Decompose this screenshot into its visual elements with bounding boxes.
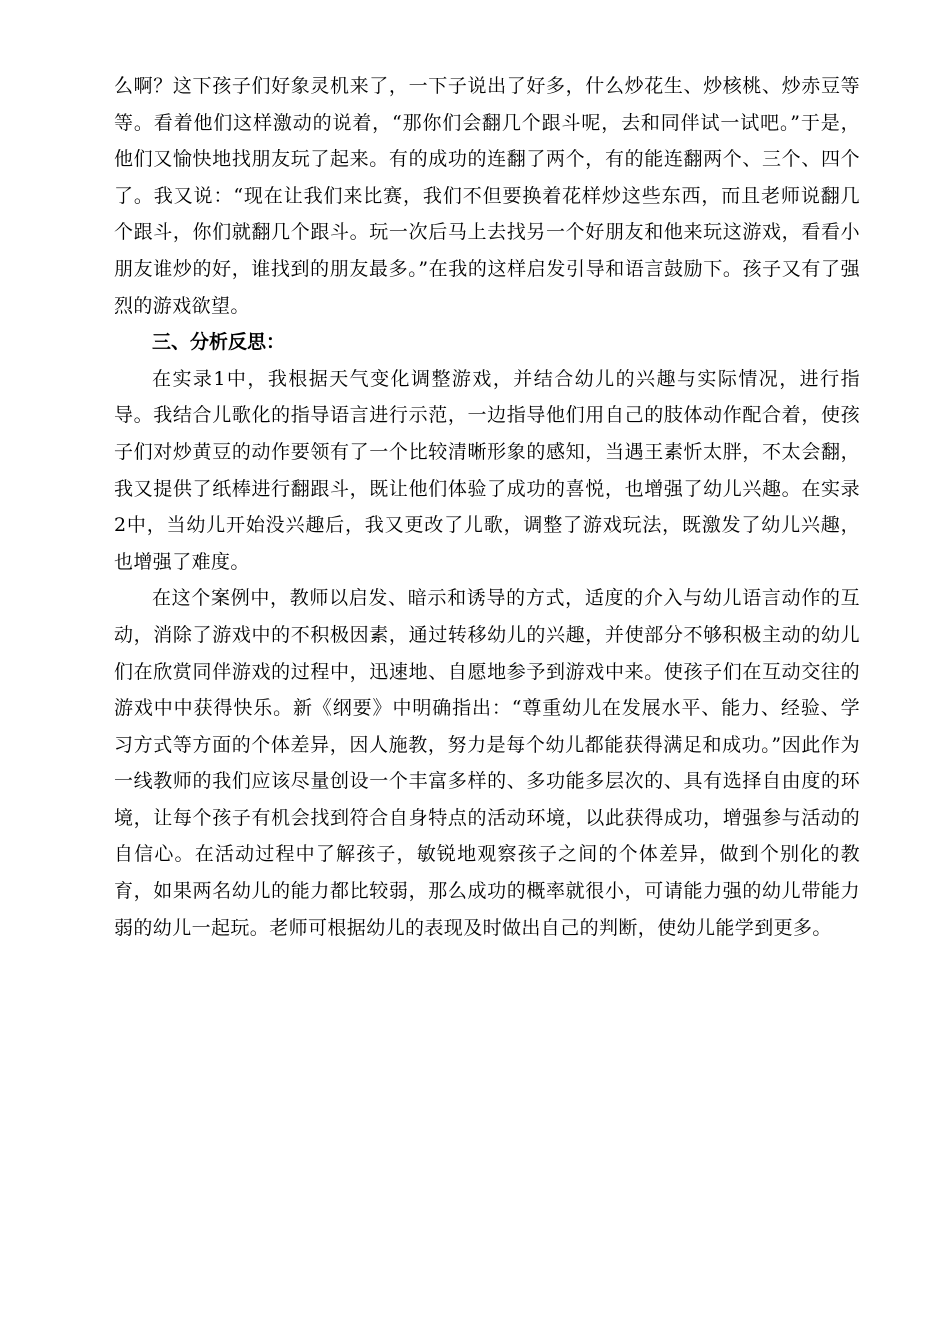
paragraph-continuation: 么啊？这下孩子们好象灵机来了，一下子说出了好多，什么炒花生、炒核桃、炒赤豆等等。看着他们这样激动的说着，“那你们会翻几个跟斗呢，去和同伴试一试吧。”于是，他们又愉快地找朋友玩了起来。有的成功的连翻了两个，有的能连翻两个、三个、四个了。我又说：“现在让我们来比赛，我们不但要换着花样炒这些东西，而且老师说翻几个跟斗，你们就翻几个跟斗。玩一次后马上去找另一个好朋友和他来玩这游戏，看看小朋友谁炒的好，谁找到的朋友最多。”在我的这样启发引导和语言鼓励下。孩子又有了强烈的游戏欲望。 (114, 75, 860, 317)
section-heading: 三、分析反思： (152, 331, 286, 354)
paragraph-analysis-2: 在这个案例中，教师以启发、暗示和诱导的方式，适度的介入与幼儿语言动作的互动，消除了游戏中的不积极因素，通过转移幼儿的兴趣，并使部分不够积极主动的幼儿们在欣赏同伴游戏的过程中，迅速地、自愿地参予到游戏中来。使孩子们在互动交往的游戏中中获得快乐。新《纲要》中明确指出：“尊重幼儿在发展水平、能力、经验、学习方式等方面的个体差异，因人施教，努力是每个幼儿都能获得满足和成功。”因此作为一线教师的我们应该尽量创设一个丰富多样的、多功能多层次的、具有选择自由度的环境，让每个孩子有机会找到符合自身特点的活动环境，以此获得成功，增强参与活动的自信心。在活动过程中了解孩子，敏锐地观察孩子之间的个体差异，做到个别化的教育，如果两名幼儿的能力都比较弱，那么成功的概率就很小，可请能力强的幼儿带能力弱的幼儿一起玩。老师可根据幼儿的表现及时做出自己的判断，使幼儿能学到更多。 (114, 587, 860, 939)
paragraph-analysis-1: 在实录1中，我根据天气变化调整游戏，并结合幼儿的兴趣与实际情况，进行指导。我结合儿歌化的指导语言进行示范，一边指导他们用自己的肢体动作配合着，使孩子们对炒黄豆的动作要领有了一个比较清晰形象的感知，当遇王素忻太胖，不太会翻，我又提供了纸棒进行翻跟斗，既让他们体验了成功的喜悦，也增强了幼儿兴趣。在实录2中，当幼儿开始没兴趣后，我又更改了儿歌，调整了游戏玩法，既激发了幼儿兴趣，也增强了难度。 (114, 367, 860, 573)
document-page (114, 68, 860, 946)
